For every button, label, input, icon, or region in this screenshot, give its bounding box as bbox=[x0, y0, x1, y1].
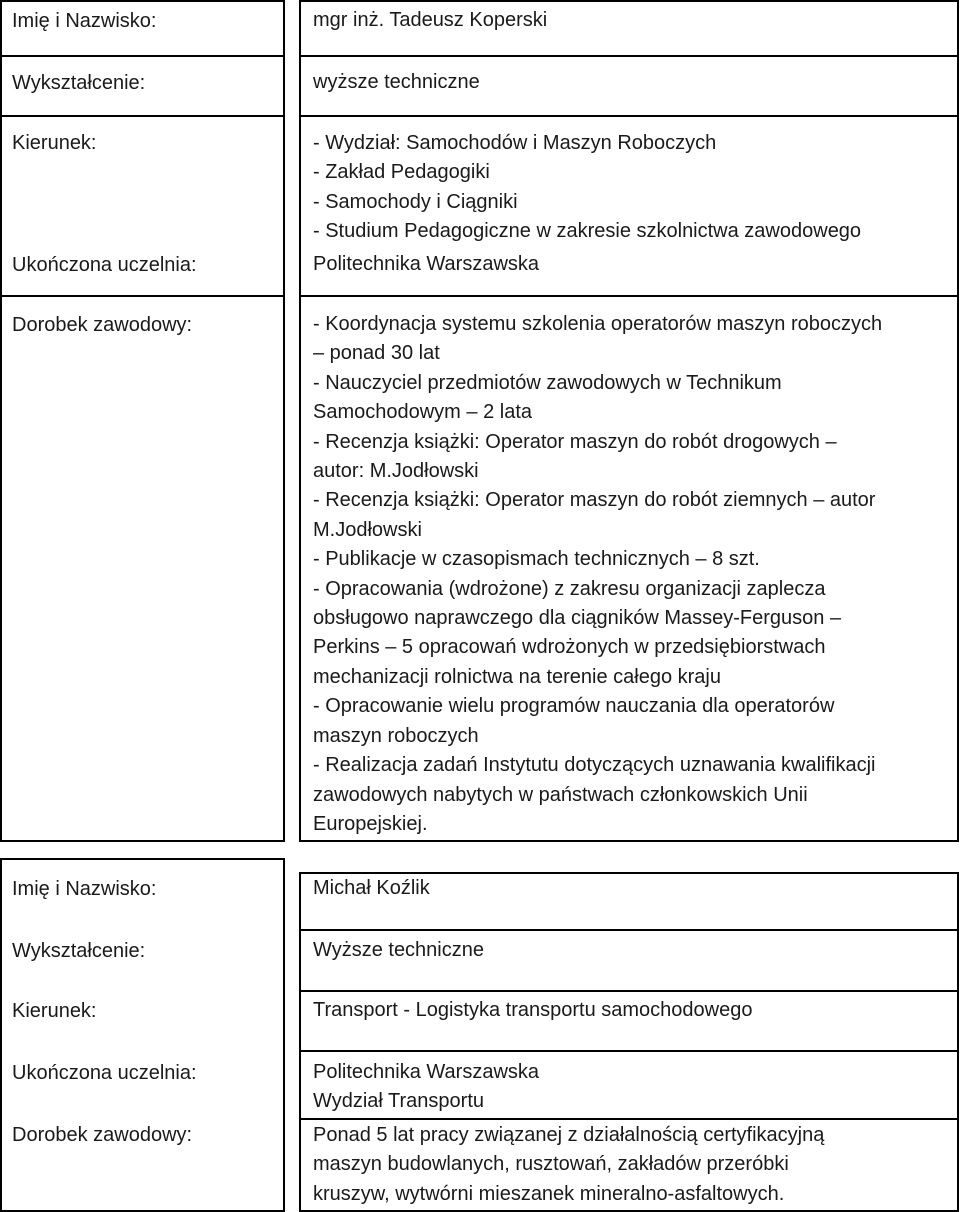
table-border bbox=[299, 1118, 959, 1120]
table-border bbox=[283, 858, 285, 1212]
person-name: mgr inż. Tadeusz Koperski bbox=[313, 9, 548, 31]
field-label: Kierunek: bbox=[12, 132, 97, 154]
achievement-line: zawodowych nabytych w państwach członkowskich Unii bbox=[313, 783, 808, 806]
university-value bbox=[313, 1058, 943, 1117]
achievement-line: - Realizacja zadań Instytutu dotyczących uznawania kwalifikacji bbox=[313, 754, 876, 777]
education-label: Wykształcenie: bbox=[12, 72, 146, 94]
achievement-line: Europejskiej. bbox=[313, 812, 428, 835]
field-line: - Wydział: Samochodów i Maszyn Roboczych bbox=[313, 132, 717, 154]
achievement-line: autor: M.Jodłowski bbox=[313, 460, 479, 483]
table-border bbox=[957, 0, 959, 842]
name-label: Imię i Nazwisko: bbox=[12, 10, 157, 32]
table-border bbox=[299, 840, 959, 842]
table-border bbox=[0, 0, 2, 842]
achievements-value bbox=[313, 310, 943, 839]
achievements-value bbox=[313, 1121, 943, 1209]
achievement-line: - Recenzja książki: Operator maszyn do robót ziemnych – autor bbox=[313, 489, 876, 512]
table-border bbox=[0, 295, 285, 297]
field-line: - Zakład Pedagogiki bbox=[313, 161, 490, 184]
field-line: - Samochody i Ciągniki bbox=[313, 190, 518, 213]
table-border bbox=[299, 990, 959, 992]
table-border bbox=[0, 0, 285, 2]
table-border bbox=[299, 1050, 959, 1052]
education-value: Wyższe techniczne bbox=[313, 939, 484, 961]
achievement-line: – ponad 30 lat bbox=[313, 342, 440, 365]
field-line: - Studium Pedagogiczne w zakresie szkolnictwa zawodowego bbox=[313, 220, 862, 243]
table-border bbox=[957, 872, 959, 1212]
name-label: Imię i Nazwisko: bbox=[12, 878, 157, 900]
table-border bbox=[299, 929, 959, 931]
achievement-line: obsługowo naprawczego dla ciągników Massey-Ferguson – bbox=[313, 607, 842, 630]
achievements-label: Dorobek zawodowy: bbox=[12, 1124, 193, 1146]
achievement-line: mechanizacji rolnictwa na terenie całego kraju bbox=[313, 665, 721, 688]
achievement-line: Ponad 5 lat pracy związanej z działalnością certyfikacyjną bbox=[313, 1124, 825, 1146]
university-label: Ukończona uczelnia: bbox=[12, 1062, 197, 1084]
achievement-line: M.Jodłowski bbox=[313, 518, 422, 541]
table-border bbox=[0, 115, 285, 117]
field-label: Kierunek: bbox=[12, 1000, 97, 1022]
university-line: Wydział Transportu bbox=[313, 1090, 484, 1113]
table-border bbox=[0, 858, 285, 860]
achievement-line: - Koordynacja systemu szkolenia operatorów maszyn roboczych bbox=[313, 313, 883, 335]
achievement-line: Samochodowym – 2 lata bbox=[313, 401, 533, 424]
education-value: wyższe techniczne bbox=[313, 71, 480, 93]
table-border bbox=[0, 55, 285, 57]
education-label: Wykształcenie: bbox=[12, 940, 146, 962]
achievement-line: - Opracowania (wdrożone) z zakresu organizacji zaplecza bbox=[313, 577, 826, 600]
field-value bbox=[313, 129, 943, 247]
table-border bbox=[299, 0, 301, 842]
achievements-label: Dorobek zawodowy: bbox=[12, 314, 193, 336]
achievement-line: Perkins – 5 opracowań wdrożonych w przedsiębiorstwach bbox=[313, 636, 826, 659]
person-name: Michał Koźlik bbox=[313, 877, 430, 899]
university-value: Politechnika Warszawska bbox=[313, 253, 540, 275]
table-border bbox=[299, 115, 959, 117]
table-border bbox=[299, 0, 959, 2]
achievement-line: maszyn budowlanych, rusztowań, zakładów przeróbki bbox=[313, 1153, 789, 1176]
university-label: Ukończona uczelnia: bbox=[12, 254, 197, 276]
table-border bbox=[299, 295, 959, 297]
achievement-line: - Recenzja książki: Operator maszyn do robót drogowych – bbox=[313, 430, 837, 453]
achievement-line: - Nauczyciel przedmiotów zawodowych w Technikum bbox=[313, 371, 782, 394]
achievement-line: kruszyw, wytwórni mieszanek mineralno-asfaltowych. bbox=[313, 1182, 785, 1205]
field-value: Transport - Logistyka transportu samochodowego bbox=[313, 999, 753, 1021]
achievement-line: maszyn roboczych bbox=[313, 724, 479, 747]
achievement-line: - Publikacje w czasopismach technicznych – 8 szt. bbox=[313, 548, 760, 571]
table-border bbox=[299, 55, 959, 57]
table-border bbox=[299, 872, 301, 1212]
table-border bbox=[283, 0, 285, 842]
table-border bbox=[0, 840, 285, 842]
university-line: Politechnika Warszawska bbox=[313, 1061, 540, 1083]
achievement-line: - Opracowanie wielu programów nauczania dla operatorów bbox=[313, 695, 835, 718]
table-border bbox=[0, 858, 2, 1212]
